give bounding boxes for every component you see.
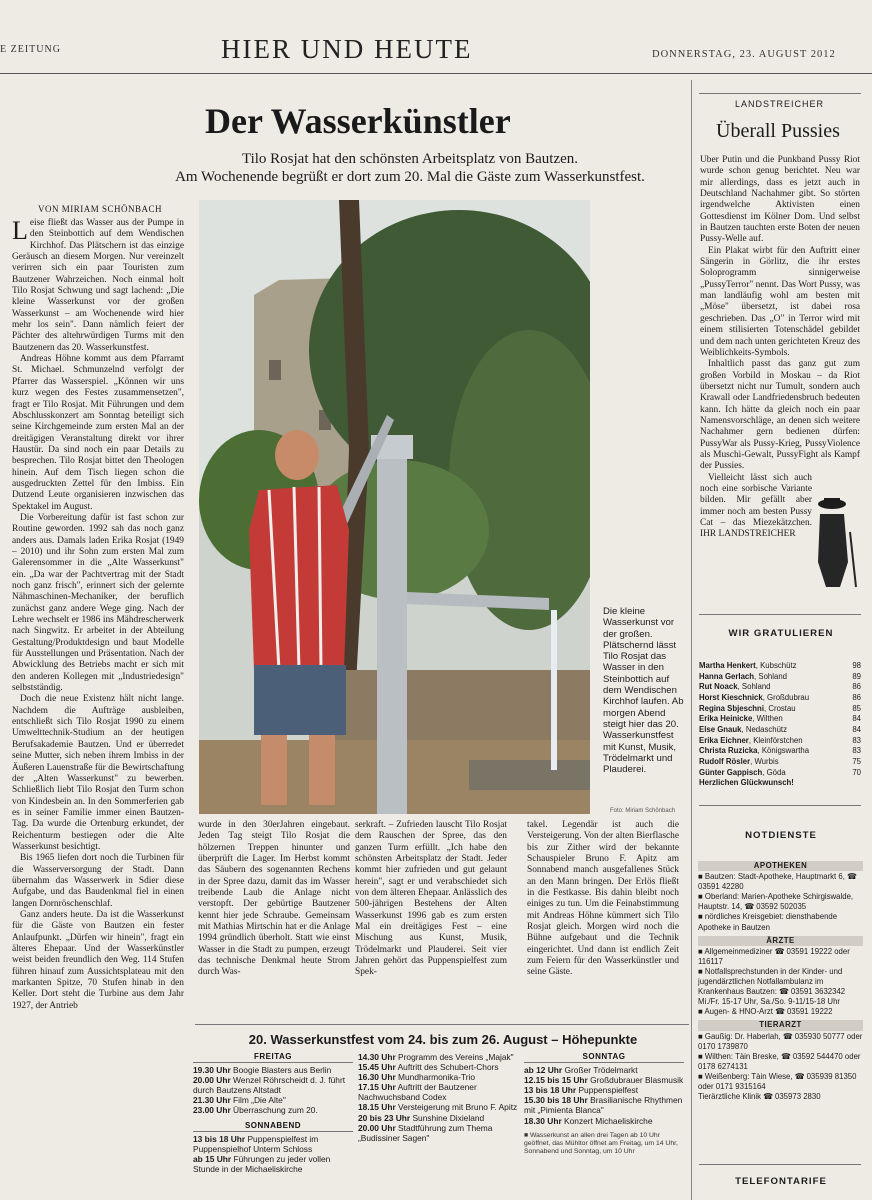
list-item: ■ Bautzen: Stadt-Apotheke, Hauptmarkt 6, ☎ 03591 42280 xyxy=(698,872,857,892)
event-item: 18.30 Uhr Konzert Michaeliskirche xyxy=(524,1115,653,1126)
issue-date: DONNERSTAG, 23. AUGUST 2012 xyxy=(652,49,836,60)
list-item: Rudolf Rösler, Wurbis 75 xyxy=(699,756,861,766)
event-item: 20.00 Uhr Wenzel Röhrscheidt d. J. führt durch Bautzens Altstadt xyxy=(193,1075,346,1096)
list-item: ■ Weißenberg: Tàin Wiese, ☎ 035939 81350 oder 0171 9315164 xyxy=(698,1071,857,1091)
event-item: 23.00 Uhr Überraschung zum 20. xyxy=(193,1105,318,1116)
gratulieren-heading: WIR GRATULIEREN xyxy=(728,628,834,639)
subsection-heading: ÄRZTE xyxy=(698,936,863,946)
event-item: 13 bis 18 Uhr Puppenspielfest im Puppenspielhof Unterm Schloss xyxy=(193,1133,319,1154)
article-column-4: takel. Legendär ist auch die Versteigerung. Von der alten Bierflasche bis zur Zither wird der bekannte Schauspieler Bruno F. Apitz am Sonnabend manch ausgefallenes Stück an den Mann bringen. Der Erlös fließt in die Festkasse. Bis dahin bleibt noch einiges zu tun. Um die Feinabstimmung mit Andreas Höhne kümmert sich Tilo Rosjat gleich. Morgen wird noch die Bühne aufgebaut und die Technik eingerichtet. Und dann ist endlich Zeit zum Feiern für den Wasserkünstler und seine Gäste. xyxy=(527,820,679,978)
list-item: Erika Eichner, Kleinförstchen 83 xyxy=(699,735,861,745)
list-item: ■ Wilthen: Tàin Breske, ☎ 03592 544470 oder 0178 6274131 xyxy=(698,1051,861,1071)
day-heading: SONNTAG xyxy=(524,1052,684,1063)
event-item: 20 bis 23 Uhr Sunshine Dixieland xyxy=(358,1112,485,1123)
festival-top-rule xyxy=(195,1024,689,1025)
list-item: Christa Ruzicka, Königswartha 83 xyxy=(699,746,861,756)
day-heading: FREITAG xyxy=(193,1052,353,1063)
vagabond-figure-icon xyxy=(810,492,860,592)
event-item: 18.15 Uhr Versteigerung mit Bruno F. Apitz xyxy=(358,1102,518,1113)
telefon-rule xyxy=(699,1164,861,1165)
list-item: Horst Kieschnick, Großdubrau 86 xyxy=(699,692,861,702)
telefontarife-heading: TELEFONTARIFE xyxy=(735,1176,827,1187)
photo-credit: Foto: Miriam Schönbach xyxy=(610,808,676,814)
paragraph: Ganz anders heute. Da ist die Wasserkunst für die Gäste von Bautzen ein fester Anlaufpunkt. „Dürfen wir hinein", fragt ein älteres Ehepaar. Und der Wasserkünstler weist beiden freundlich den Weg. 114 Stufen führen hinauf zum Aussichtsplateau mit den markanten Spitze, 70 Stufen hinab in den Keller. Dort steht die Turbine aus dem Jahr 1927, der Antrieb xyxy=(12,909,184,1011)
event-item: 16.30 Uhr Mundharmonika-Trio xyxy=(358,1072,475,1083)
article-column-2: wurde in den 30erJahren eingebaut. Jeden Tag steigt Tilo Rosjat die hölzernen Treppen hinunter und überprüft die Lager. Im Herbst kommt das Säubern des sogenannten Rechens in der Spree dazu, damit das im Wasser treibende Laub die Anlage nicht verstopft. Der gebürtige Bautzener kennt hier jede Schraube. Gemeinsam mit Mathias Mirtschin hat er die Anlage 1994 gründlich überholt. Statt wie einst Wasser in die Stadt zu pumpen, erzeugt das technische Denkmal heute Strom durch Was- xyxy=(198,820,350,978)
list-item: ■ Gaußig: Dr. Haberlah, ☎ 035930 50777 oder 0170 1739870 xyxy=(698,1031,863,1051)
congrats-line: Herzlichen Glückwunsch! xyxy=(699,778,794,788)
notdienste-list xyxy=(698,858,863,1102)
paragraph: Doch die neue Existenz hält nicht lange. Nachdem die Aufträge ausbleiben, entschließt sich Tilo Rosjat 1990 zu einem Umwelttechnik-Studium an der heutigen Berufsakademie Bautzen. Und er überredet seine Mutter, sich neben ihrem Imbiss in der Äußeren Lauenstraße für die Bewirtschaftung der „Alten Wasserkunst" zu bewerben. Schließlich liebt Tilo Rosjat den Turm schon von Kindesbein an. In den Sommerferien gab es in seiner Familie immer einen Bautzen-Tag. Da wurde die Ortenburg erkundet, der Reichenturm bestiegen oder die Alte Wasserkunst besichtigt. xyxy=(12,694,184,852)
event-item: ab 12 Uhr Großer Trödelmarkt xyxy=(524,1065,638,1076)
list-item: ■ Notfallsprechstunden in der Kinder- und jugendärztlichen Notfallambulanz im Krankenhaus Bautzen: ☎ 03591 3632342 Mi./Fr. 15-17 Uhr, Sa./So. 9-11/15-18 Uhr xyxy=(698,966,846,1007)
event-item: 21.30 Uhr Film „Die Alte" xyxy=(193,1095,286,1106)
article-column-3: serkraft. – Zufrieden lauscht Tilo Rosjat dem Rauschen der Spree, das den ganzen Turm erfüllt. „Ich habe den schönsten Arbeitsplatz der Stadt. Jeder kommt hier zufrieden und gut gelaunt herein", sagt er und verabschiedet sich von dem älteren Ehepaar. Anlässlich des 500-jährigen Bestehens der Alten Wasserkunst 1996 gab es zum ersten Mal ein dreitägiges Fest – eine Mischung aus Kunst, Musik, Trödelmarkt und Plauderei. Seit vier Jahren gehört das Puppenspielfest zum Spek- xyxy=(355,820,507,978)
article-author: VON MIRIAM SCHÖNBACH xyxy=(38,204,163,214)
festival-col-saturday-cont xyxy=(358,1052,518,1143)
event-item: 19.30 Uhr Boogie Blasters aus Berlin xyxy=(193,1065,332,1076)
list-item: ■ nördliches Kreisgebiet: diensthabende Apotheke in Bautzen xyxy=(698,912,838,932)
column-text: Über Putin und die Punkband Pussy Riot wurde schon genug berichtet. Neu war mir allerdings, dass es jetzt auch in Deutschland Nachahmer gibt. So störten irgendwelche Aktivisten einen Gottesdienst im Kölner Dom. Und selbst in Bautzen tauchten erste Boten der neuen Pussy-Welle auf. Ein Plakat wirbt für den Auftritt einer Sängerin in Görlitz, die ihr erstes Soloprogramm sinnigerweise „PussyTerror" nennt. Das Wort Pussy, was man landläufig wohl am besten mit „Möse" übersetzt, ist dabei rosa geschrieben. Das „O" in Terror wird mit einem stilisierten Totenschädel gebildet und dem nach unten gerichteten Kreuz des Weiblichkeits-Symbols. Inhaltlich passt das ganz gut zum großen Vorbild in Moskau – da Riot übersetzt nicht nur Tumult, sondern auch Krawall oder Landfriedensbruch bedeuten kann. Ich hätte da gleich noch ein paar Namensvorschläge, an denen sich weitere Nachahmer gern bedienen dürfen: PussyWar als Pussy-Krieg, PussyViolence als Muschi-Gewalt, PussyFight als Kampf der Pussies. Vielleicht lässt sich auch noch eine sorbische Variante bilden. Mir gefällt aber immer noch am besten Pussy Cat – das Miezekätzchen. IHR LANDSTREICHER xyxy=(700,155,860,540)
article-column-1: Leise fließt das Wasser aus der Pumpe in den Steinbottich auf dem Wendischen Kirchhof. Das Plätschern ist das einzige Geräusch an diesem Morgen. Nur vereinzelt verirren sich ein paar Touristen zum Bautzener Wahrzeichen. Noch einmal holt Tilo Rosjat Schwung und sagt lachend: „Die kleine Wasserkunst vor der großen Wasserkunst – am Wochenende wird hier mehr los sein". Dann nämlich feiert der Pächter des altehrwürdigen Turms mit den Bautzenern das 20. Wasserkunstfest. Andreas Höhne kommt aus dem Pfarramt St. Michael. Schmunzelnd verfolgt der Pfarrer das Wasserspiel. „Können wir uns kurz wegen des Festes zusammensetzen", fragt er Tilo Rosjat. Mit Führungen und dem Abschlusskonzert am Sonntag beteiligt sich seine Kirchgemeinde zum ersten Mal an der dreitägigen Veranstaltung direkt vor ihrer Haustür. Da sind noch ein paar Details zu besprechen. Tilo Rosjat bittet den Theologen hinein. Auf dem Tisch liegen schon die ausgedruckten Zettel für den Imbiss. Ein Dutzend Leute organisieren inzwischen das Spektakel im August. Die Vorbereitung dafür ist fast schon zur Routine geworden. 1992 sah das noch ganz anders aus. Damals laden Erika Rosjat (1949 – 2010) und ihr Sohn zum ersten Mal zum Galerensommer in die „Alte Wasserkunst" ein. „Da war der Pachtvertrag mit der Stadt noch ganz frisch", erinnert sich der gelernte Nähmaschinen-Mechaniker, der beruflich zunächst ganz andere Wege ging. Nach der Lehre wechselt er 1986 ins Mähdrescherwerk nach Singwitz. Er arbeitet in der Abteilung Gestaltung/Produktdesign und baut Modelle für Ausstellungen und Präsentation. Nach der Abwicklung des Betriebs macht er sich mit den anderen Kollegen mit „Industriedesign" selbstständig. Doch die neue Existenz hält nicht lange. Nachdem die Aufträge ausbleiben, entschließt sich Tilo Rosjat 1990 zu einem Umwelttechnik-Studium an der heutigen Berufsakademie Bautzen. Und er überredet seine Mutter, sich neben ihrem Imbiss in der Äußeren Lauenstraße für die Bewirtschaftung der „Alten Wasserkunst" zu bewerben. Schließlich liebt Tilo Rosjat den Turm schon von Kindesbein an. In den Sommerferien gab es in seiner Familie immer einen Bautzen-Tag. Da wurde die Ortenburg erkundet, der Reichenturm bestiegen oder die Alte Wasserkunst besichtigt. Bis 1965 liefen dort noch die Turbinen für die Wasserversorgung der Stadt. Dann übernahm das Wasserwerk in Sdier diese Aufgabe, und das Baudenkmal fiel in einen langen Dornröschenschlaf. Ganz anders heute. Da ist die Wasserkunst für die Gäste von Bautzen ein fester Anlaufpunkt. „Dürfen wir hinein", fragt ein älteres Ehepaar. Und der Wasserkünstler weist beiden freundlich den Weg. 114 Stufen führen hinauf zum Aussichtsplateau mit den markanten Spitze, 70 Stufen hinab in den Keller. Dort steht die Turbine aus dem Jahr 1927, der Antrieb xyxy=(12,218,184,1011)
drop-cap: L xyxy=(12,218,28,245)
newspaper-name: E ZEITUNG xyxy=(0,44,61,55)
list-item: ■ Augen- & HNO-Arzt ☎ 03591 19222 xyxy=(698,1007,833,1017)
article-title: Der Wasserkünstler xyxy=(205,101,511,141)
grat-rule xyxy=(699,614,861,615)
event-item: 17.15 Uhr Auftritt der Bautzener Nachwuchsband Codex xyxy=(358,1082,477,1103)
paragraph: Bis 1965 liefen dort noch die Turbinen für die Wasserversorgung der Stadt. Dann übernahm das Wasserwerk in Sdier diese Aufgabe, und das Baudenkmal fiel in einen langen Dornröschenschlaf. xyxy=(12,853,184,909)
list-item: Rut Noack, Sohland 86 xyxy=(699,682,861,692)
event-item: 15.30 bis 18 Uhr Brasilianische Rhythmen mit „Pimienta Blanca" xyxy=(524,1095,683,1116)
sidebar-top-rule xyxy=(699,93,861,94)
article-subtitle: Tilo Rosjat hat den schönsten Arbeitsplatz von Bautzen. Am Wochenende begrüßt er dort zum 20. Mal die Gäste zum Wasserkunstfest. xyxy=(175,151,645,185)
notdienste-rule xyxy=(699,805,861,806)
header-rule xyxy=(0,73,872,74)
event-item: 13 bis 18 Uhr Puppenspielfest xyxy=(524,1085,639,1096)
list-item: ■ Allgemeinmediziner ☎ 03591 19222 oder 116117 xyxy=(698,946,850,966)
photo-caption: Die kleine Wasserkunst vor der großen. Plätschernd lässt Tilo Rosjat das Wasser in den Steinbottich auf dem Wendischen Kirchhof laufen. Ab morgen Abend steigt hier das 20. Wasserkunstfest mit Kunst, Musik, Trödelmarkt und Plauderei. xyxy=(603,606,684,776)
festival-col-sunday xyxy=(524,1052,684,1156)
event-item: 20.00 Uhr Stadtführung zum Thema „Budissiner Sagen" xyxy=(358,1122,493,1143)
list-item: Hanna Gerlach, Sohland 89 xyxy=(699,671,861,681)
list-item: Tierärztliche Klinik ☎ 035973 2830 xyxy=(698,1092,821,1102)
article-photo xyxy=(199,200,590,814)
birthday-list xyxy=(699,661,861,789)
notdienste-heading: NOTDIENSTE xyxy=(745,830,817,841)
list-item: Else Gnauk, Nedaschütz 84 xyxy=(699,724,861,734)
list-item: Regina Sbjeschni, Crostau 85 xyxy=(699,703,861,713)
subsection-heading: APOTHEKEN xyxy=(698,861,863,871)
list-item: Erika Heinicke, Wilthen 84 xyxy=(699,714,861,724)
event-item: 12.15 bis 15 Uhr Großdubrauer Blasmusik xyxy=(524,1075,684,1086)
subsection-heading: TIERARZT xyxy=(698,1020,863,1030)
day-heading: SONNABEND xyxy=(193,1121,353,1132)
list-item: ■ Oberland: Marien-Apotheke Schirgiswalde, Hauptstr. 14, ☎ 03592 502035 xyxy=(698,892,854,912)
list-item: Günter Gappisch, Göda 70 xyxy=(699,767,861,777)
paragraph: Die Vorbereitung dafür ist fast schon zur Routine geworden. 1992 sah das noch ganz anders aus. Damals laden Erika Rosjat (1949 – 2010) und ihr Sohn zum ersten Mal zum Galerensommer in die „Alte Wasserkunst" ein. „Da war der Pachtvertrag mit der Stadt noch ganz frisch", erinnert sich der gelernte Nähmaschinen-Mechaniker, der beruflich zunächst ganz andere Wege ging. Nach der Lehre wechselt er 1986 ins Mähdrescherwerk nach Singwitz. Er arbeitet in der Abteilung Gestaltung/Produktdesign und baut Modelle für Ausstellungen und Präsentation. Nach der Abwicklung des Betriebs macht er sich mit den anderen Kollegen mit „Industriedesign" selbstständig. xyxy=(12,512,184,694)
event-item: 15.45 Uhr Auftritt des Schubert-Chors xyxy=(358,1062,499,1073)
list-item: Martha Henkert, Kubschütz 98 xyxy=(699,661,861,670)
paragraph: Andreas Höhne kommt aus dem Pfarramt St. Michael. Schmunzelnd verfolgt der Pfarrer das Wasserspiel. „Können wir uns kurz wegen des Festes zusammensetzen", fragt er Tilo Rosjat. Mit Führungen und dem Abschlusskonzert am Sonntag beteiligt sich seine Kirchgemeinde zum ersten Mal an der dreitägigen Veranstaltung direkt vor ihrer Haustür. Da sind noch ein paar Details zu besprechen. Tilo Rosjat bittet den Theologen hinein. Auf dem Tisch liegen schon die ausgedruckten Zettel für den Imbiss. Ein Dutzend Leute organisieren inzwischen das Spektakel im August. xyxy=(12,354,184,512)
event-item: ab 15 Uhr Führungen zu jeder vollen Stunde in der Michaeliskirche xyxy=(193,1153,331,1174)
festival-col-friday xyxy=(193,1052,353,1174)
column-label: LANDSTREICHER xyxy=(735,99,825,109)
sidebar-divider xyxy=(691,80,692,1200)
event-item: 14.30 Uhr Programm des Vereins „Majak" xyxy=(358,1052,514,1062)
section-title: HIER UND HEUTE xyxy=(221,34,473,64)
festival-title: 20. Wasserkunstfest vom 24. bis zum 26. August – Höhepunkte xyxy=(248,1032,638,1047)
column-title: Überall Pussies xyxy=(716,120,840,142)
festival-note: ■ Wasserkunst an allen drei Tagen ab 10 Uhr geöffnet, das Mühltor öffnet am Freitag, um 14 Uhr, Sonnabend und Sonntag, um 10 Uhr xyxy=(524,1131,678,1155)
